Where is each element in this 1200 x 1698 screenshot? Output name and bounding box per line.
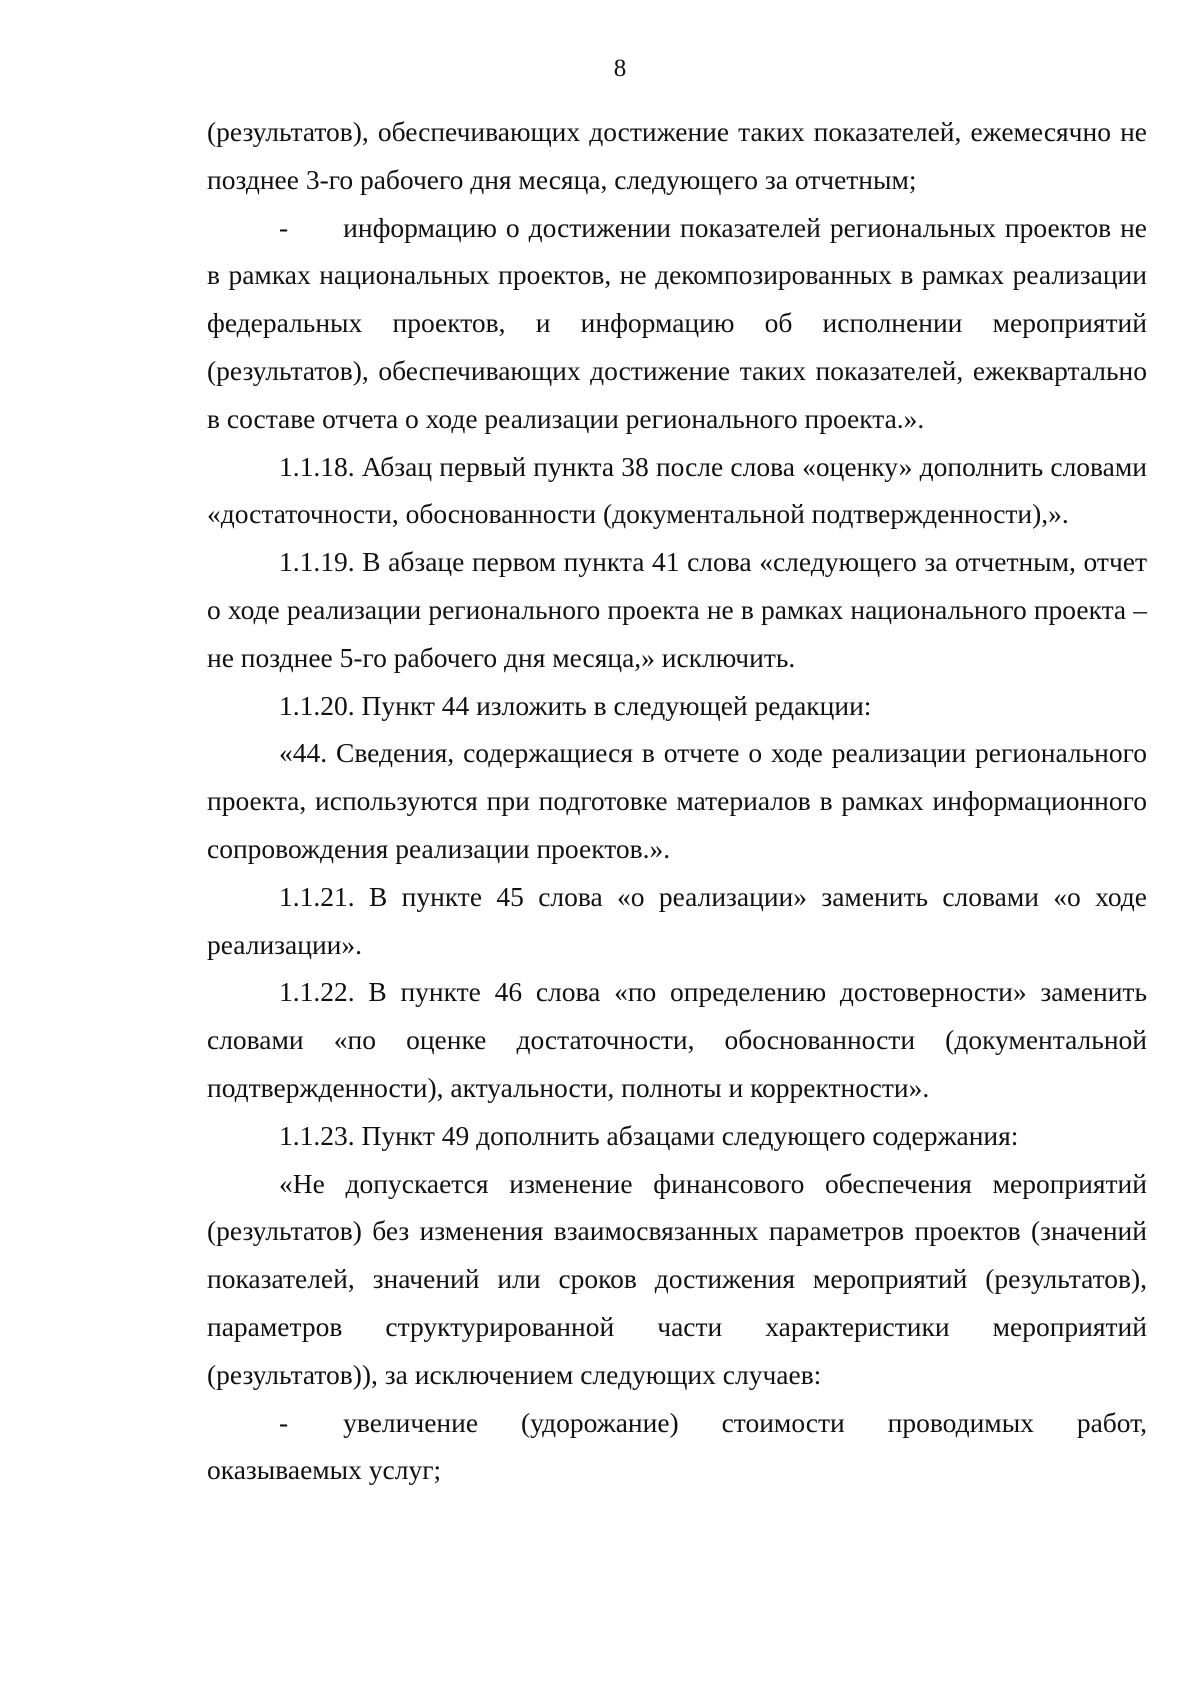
paragraph-1-1-22: 1.1.22. В пункте 46 слова «по определению достоверности» заменить словами «по оценке достаточности, обоснованности (документальной подтвержденности), актуальности, полноты и корректности».	[207, 976, 1147, 1103]
paragraph-1-1-20: 1.1.20. Пункт 44 изложить в следующей редакции:	[279, 689, 872, 721]
paragraph-1-1-23: 1.1.23. Пункт 49 дополнить абзацами следующего содержания:	[279, 1119, 1019, 1151]
paragraph-continuation: (результатов), обеспечивающих достижение таких показателей, ежемесячно не позднее 3-го рабочего дня месяца, следующего за отчетным;	[207, 116, 1147, 195]
bullet-item: - увеличение (удорожание) стоимости проводимых работ, оказываемых услуг;	[207, 1406, 1147, 1486]
paragraph-1-1-21: 1.1.21. В пункте 45 слова «о реализации» заменить словами «о ходе реализации».	[207, 880, 1147, 960]
paragraph-1-1-18: 1.1.18. Абзац первый пункта 38 после слова «оценку» дополнить словами «достаточности, обоснованности (документальной подтвержденности),».	[207, 450, 1147, 530]
paragraph-1-1-19: 1.1.19. В абзаце первом пункта 41 слова «следующего за отчетным, отчет о ходе реализации регионального проекта не в рамках национального проекта – не позднее 5-го рабочего дня месяца,» исключить.	[207, 546, 1147, 673]
paragraph-quoted-amendment: «Не допускается изменение финансового обеспечения мероприятий (результатов) без изменения взаимосвязанных параметров проектов (значений показателей, значений или сроков достижения мероприятий (результатов), параметров структурированной части характеристики мероприятий (результатов)), за исключением следующих случаев:	[207, 1167, 1147, 1390]
document-body	[207, 108, 1147, 1494]
page-number: 8	[613, 55, 627, 82]
bullet-item: - информацию о достижении показателей региональных проектов не в рамках национальных проектов, не декомпозированных в рамках реализации федеральных проектов, и информацию об исполнении мероприятий (результатов), обеспечивающих достижение таких показателей, ежеквартально в составе отчета о ходе реализации регионального проекта.».	[207, 211, 1147, 434]
paragraph-item-44: «44. Сведения, содержащиеся в отчете о ходе реализации регионального проекта, используются при подготовке материалов в рамках информационного сопровождения реализации проектов.».	[207, 737, 1147, 864]
